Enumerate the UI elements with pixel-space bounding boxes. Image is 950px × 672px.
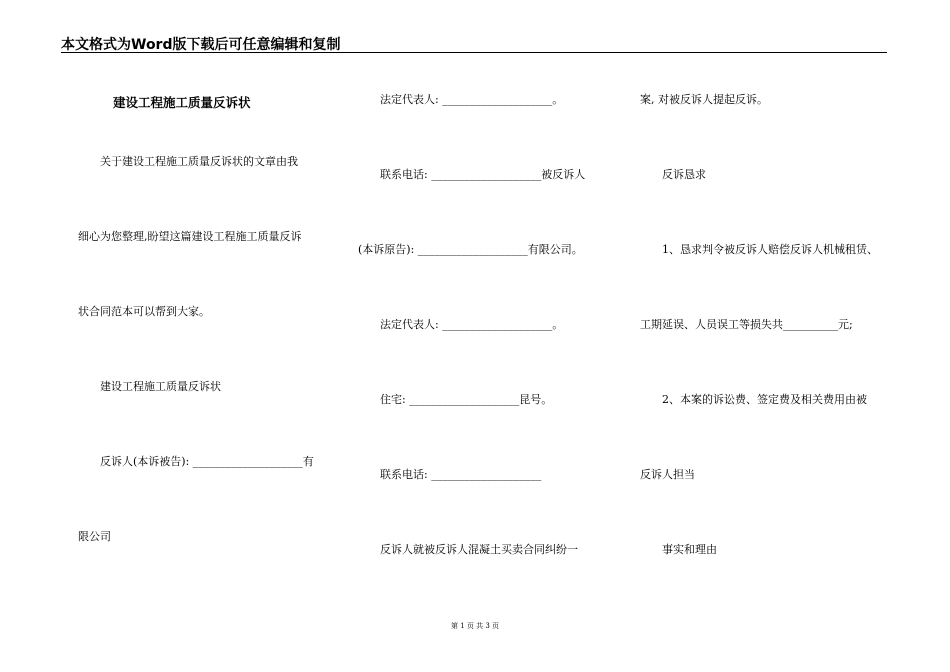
- col1-line: 状合同范本可以帮到大家。: [78, 305, 210, 318]
- col3-line: 案, 对被反诉人提起反诉。: [640, 93, 768, 106]
- col2-line: 联系电话: ____________________: [358, 468, 542, 481]
- header-title: 本文格式为Word版下载后可任意编辑和复制: [61, 37, 341, 53]
- col2-line: 联系电话: ____________________被反诉人: [358, 168, 586, 181]
- col3-line: 2、本案的诉讼费、签定费及相关费用由被: [640, 393, 867, 406]
- header-divider: [61, 52, 887, 53]
- col2-line: 反诉人就被反诉人混凝土买卖合同纠纷一: [358, 543, 578, 556]
- col1-line: 反诉人(本诉被告): ____________________有: [78, 455, 314, 468]
- col1-line: 限公司: [78, 530, 111, 543]
- col3-line: 1、恳求判令被反诉人赔偿反诉人机械租赁、: [640, 243, 878, 256]
- page-number: 第 1 页 共 3 页: [450, 622, 500, 630]
- col1-line: 细心为您整理,盼望这篇建设工程施工质量反诉: [78, 230, 302, 243]
- col3-line: 事实和理由: [640, 543, 717, 556]
- col3-line: 反诉人担当: [640, 468, 695, 481]
- col2-line: (本诉原告): ____________________有限公司。: [358, 243, 583, 256]
- col2-line: 法定代表人: ____________________。: [358, 93, 564, 106]
- col2-line: 住宅: ____________________昆号。: [358, 393, 553, 406]
- col3-line: 反诉恳求: [640, 168, 706, 181]
- col3-line: 工期延误、人员误工等损失共__________元;: [640, 318, 853, 331]
- col2-line: 法定代表人: ____________________。: [358, 318, 564, 331]
- document-title: 建设工程施工质量反诉状: [113, 95, 251, 110]
- col1-line: 建设工程施工质量反诉状: [78, 380, 221, 393]
- col1-line: 关于建设工程施工质量反诉状的文章由我: [78, 155, 298, 168]
